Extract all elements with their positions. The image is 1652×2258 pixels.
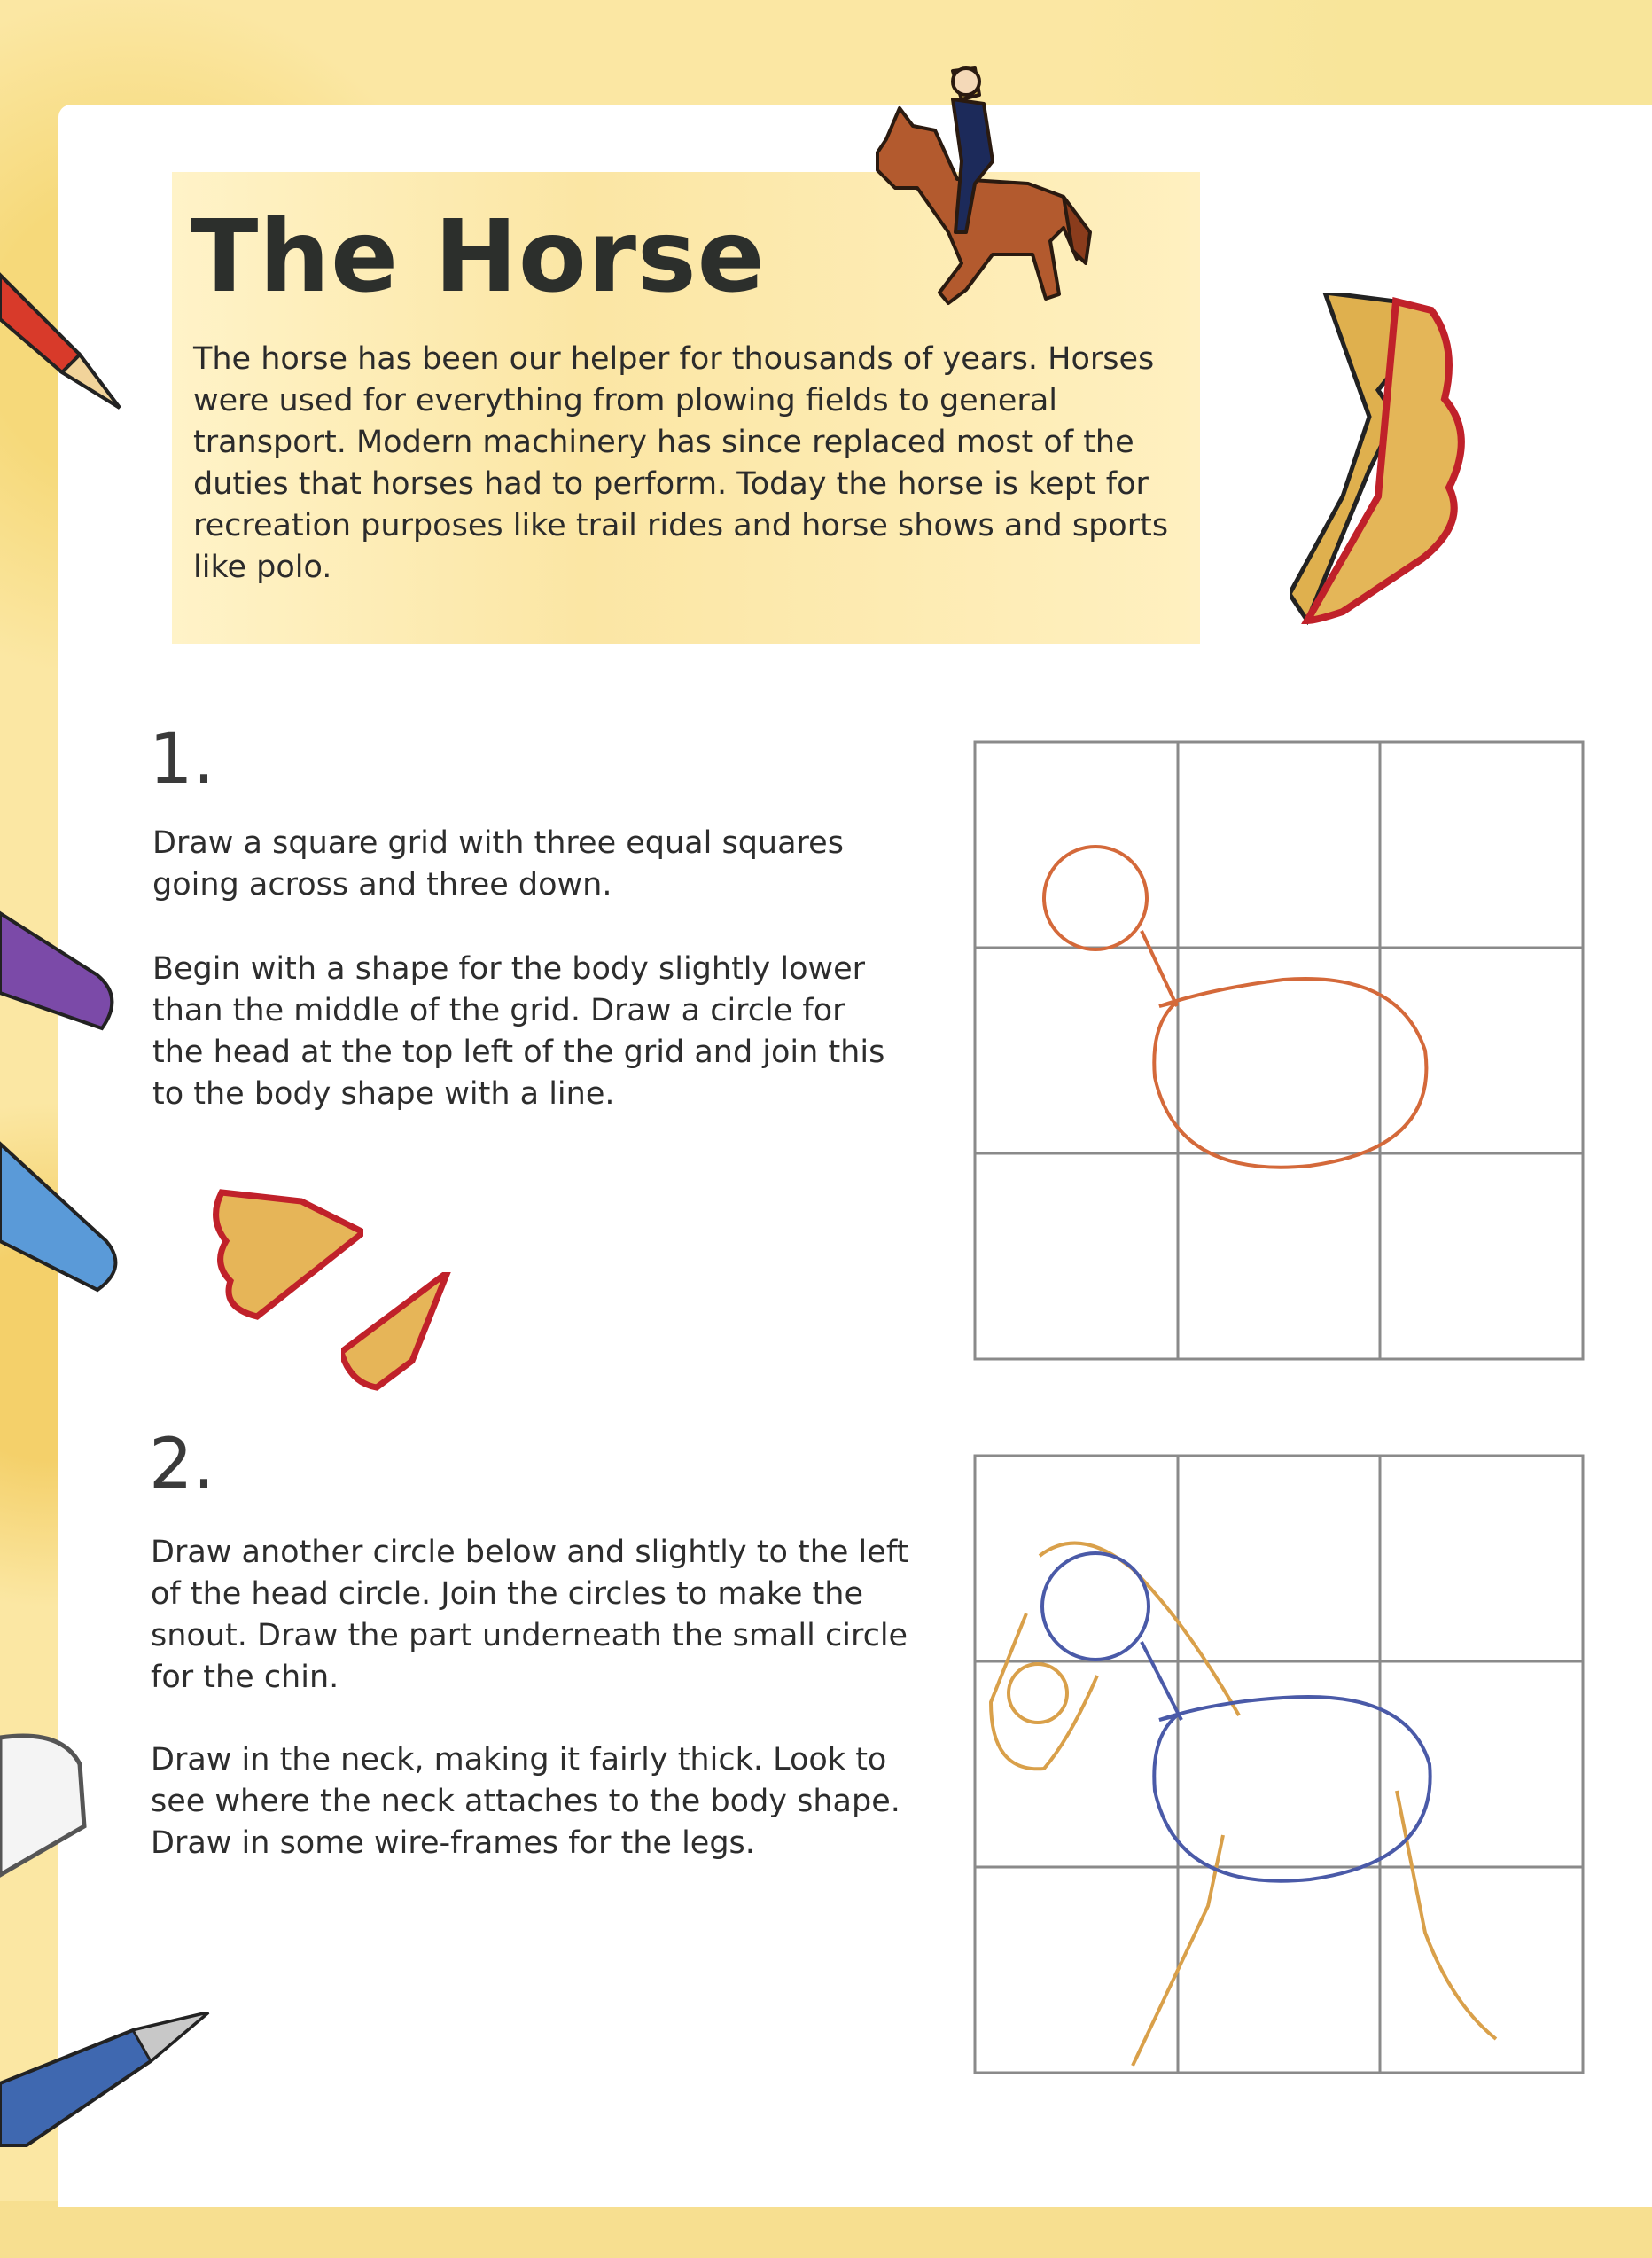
step-2-grid — [973, 1454, 1585, 2074]
pencil-icon — [0, 239, 133, 417]
pencil-shaving-icon — [341, 1272, 456, 1396]
intro-text: The horse has been our helper for thousands of years. Horses were used for everything from plowing fields to general transport. Modern machinery has since replaced most of the duties that horses had to perform. Today the horse is kept for recreation purposes like trail rides and horse shows and sports like polo. — [193, 341, 1169, 585]
pen-icon — [0, 2012, 213, 2154]
pencil-shaving-icon — [204, 1184, 363, 1325]
page-title: The Horse — [191, 199, 766, 315]
crayon-icon — [0, 895, 124, 1046]
crayon-icon — [0, 1135, 133, 1312]
bottom-border — [0, 2201, 1652, 2258]
horse-rider-icon — [851, 55, 1099, 321]
step-1-grid — [973, 740, 1585, 1361]
pencil-shaving-icon — [1290, 293, 1555, 629]
step-2-paragraph-1: Draw another circle below and slightly to the left of the head circle. Join the circles to make the snout. Draw the part underneath the small circle for the chin. — [151, 1535, 909, 1695]
step-1-paragraph-2: Begin with a shape for the body slightly lower than the middle of the grid. Draw a circle for the head at the top left of the grid and join this to the body shape with a line. — [152, 951, 885, 1112]
step-2-number: 2. — [149, 1425, 215, 1504]
eraser-icon — [0, 1729, 97, 1888]
step-1-paragraph-1: Draw a square grid with three equal squares going across and three down. — [152, 825, 844, 902]
step-2-paragraph-2: Draw in the neck, making it fairly thick. Look to see where the neck attaches to the body shape. Draw in some wire-frames for the legs. — [151, 1742, 900, 1861]
step-1-number: 1. — [149, 720, 215, 800]
